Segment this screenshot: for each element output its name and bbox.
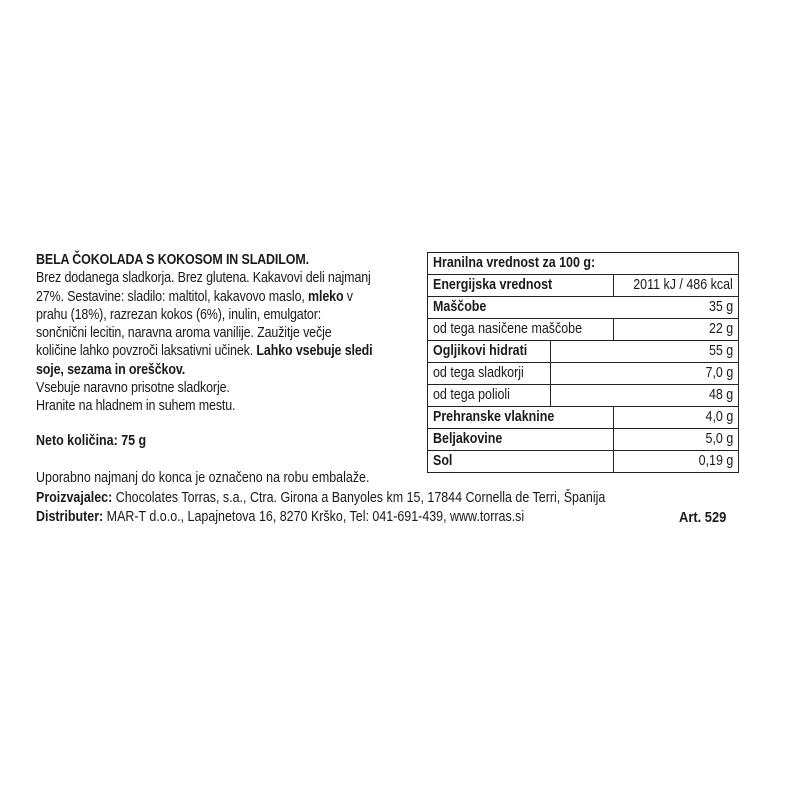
desc-line [36, 269, 371, 287]
desc-text: Vsebuje naravno prisotne sladkorje. [36, 380, 230, 397]
nutrition-label: od tega nasičene maščobe [433, 321, 583, 337]
nutrition-row [428, 296, 738, 318]
desc-text: prahu (18%), razrezan kokos (6%), inulin, emulgator: [36, 306, 322, 323]
nutrition-value: 55 g [708, 343, 733, 359]
product-title: BELA ČOKOLADA S KOKOSOM IN SLADILOM. [36, 252, 309, 268]
desc-line [36, 361, 363, 379]
desc-line [36, 342, 373, 360]
column-divider [613, 319, 614, 340]
desc-line [36, 397, 363, 415]
producer-label: Proizvajalec: [36, 489, 113, 506]
net-quantity: Neto količina: 75 g [36, 433, 147, 449]
nutrition-value: 7,0 g [705, 365, 733, 381]
column-divider [613, 275, 614, 296]
best-before-note: Uporabno najmanj do konca je označeno na robu embalaže. [36, 470, 370, 486]
nutrition-label: Prehranske vlaknine [433, 409, 555, 425]
nutrition-header-row [428, 253, 738, 274]
allergen-warning: Lahko vsebuje sledi [256, 343, 373, 360]
producer-text: Chocolates Torras, s.a., Ctra. Girona a Banyoles km 15, 17844 Cornella de Terri, Španija [112, 489, 606, 506]
nutrition-label: od tega polioli [433, 387, 510, 403]
nutrition-value: 5,0 g [705, 431, 733, 447]
producer-line [36, 489, 605, 509]
nutrition-row [428, 428, 738, 450]
allergen-text: mleko [308, 288, 344, 305]
nutrition-label: Sol [433, 453, 453, 469]
nutrition-row [428, 340, 738, 362]
nutrition-header: Hranilna vrednost za 100 g: [433, 255, 596, 271]
nutrition-value: 48 g [708, 387, 733, 403]
nutrition-label: Maščobe [433, 299, 487, 315]
nutrition-value: 2011 kJ / 486 kcal [633, 277, 733, 293]
distributor-label: Distributer: [36, 509, 104, 525]
label-footer [36, 469, 698, 528]
nutrition-label: Beljakovine [433, 431, 503, 447]
nutrition-label: Ogljikovi hidrati [433, 343, 528, 359]
column-divider [550, 363, 551, 384]
nutrition-value: 4,0 g [705, 409, 733, 425]
nutrition-value: 35 g [708, 299, 733, 315]
nutrition-table [427, 252, 739, 473]
desc-text: 27%. Sestavine: sladilo: maltitol, kakavovo maslo, [36, 288, 309, 305]
column-divider [550, 341, 551, 362]
nutrition-row [428, 406, 738, 428]
distributor-line [36, 508, 605, 528]
column-divider [550, 385, 551, 406]
desc-line [36, 324, 363, 342]
desc-text: v [343, 288, 353, 305]
nutrition-row [428, 318, 738, 340]
nutrition-row [428, 384, 738, 406]
nutrition-value: 22 g [708, 321, 733, 337]
nutrition-row [428, 274, 738, 296]
desc-text: Hranite na hladnem in suhem mestu. [36, 398, 236, 415]
allergen-warning: soje, sezama in oreščkov. [36, 361, 186, 378]
nutrition-label: od tega sladkorji [433, 365, 524, 381]
nutrition-value: 0,19 g [698, 453, 733, 469]
desc-line [36, 379, 363, 397]
desc-line [36, 306, 363, 324]
desc-text: sončnični lecitin, naravna aroma vanilije. Zaužitje večje [36, 325, 332, 342]
article-number: Art. 529 [679, 509, 727, 526]
distributor-text: MAR-T d.o.o., Lapajnetova 16, 8270 Krško, Tel: 041-691-439, www.torras.si [103, 509, 525, 525]
nutrition-label: Energijska vrednost [433, 277, 553, 293]
desc-text: Brez dodanega sladkorja. Brez glutena. Kakavovi deli najmanj [36, 270, 371, 287]
desc-text: količine lahko povzroči laksativni učinek. [36, 343, 257, 360]
desc-line [36, 288, 363, 306]
product-description [36, 251, 416, 416]
column-divider [613, 429, 614, 450]
column-divider [613, 407, 614, 428]
nutrition-row [428, 362, 738, 384]
